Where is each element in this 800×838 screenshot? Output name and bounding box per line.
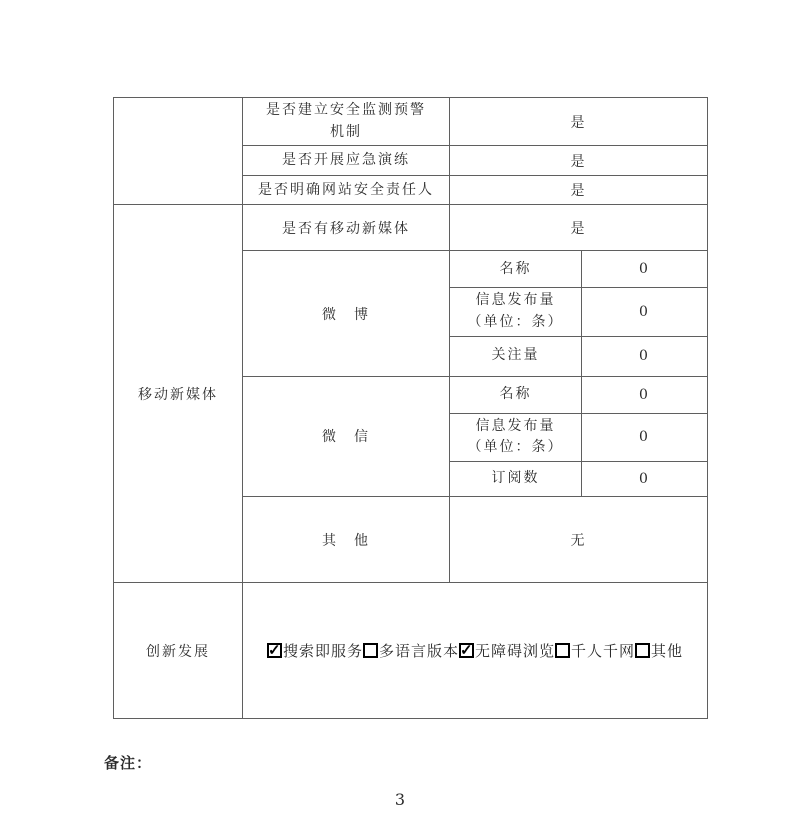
question-text: 是否开展应急演练 xyxy=(282,152,410,169)
security-section-cell xyxy=(114,98,243,205)
weibo-metric-name-label xyxy=(450,251,582,288)
weibo-metric-posts-value: 0 xyxy=(582,288,708,336)
innovation-option-label: 无障碍浏览 xyxy=(474,642,555,661)
table-row xyxy=(114,205,708,251)
innovation-option-label: 千人千网 xyxy=(571,642,636,661)
security-answer-2: 是 xyxy=(450,146,708,176)
mobile-media-question: 是否有移动新媒体 xyxy=(243,205,450,251)
checkbox-icon xyxy=(363,643,378,658)
wechat-metric-name-label xyxy=(450,376,582,413)
metric-label-line2: （单位：条） xyxy=(467,314,564,331)
security-question-1 xyxy=(243,98,450,146)
weibo-metric-followers-label xyxy=(450,336,582,376)
wechat-metric-subs-value: 0 xyxy=(582,462,708,497)
wechat-metric-subs-label xyxy=(450,462,582,497)
metric-label: 订阅数 xyxy=(491,470,540,487)
innovation-option xyxy=(555,642,635,660)
security-answer-1: 是 xyxy=(450,98,708,146)
innovation-option xyxy=(635,642,683,660)
metric-label: 信息发布量 xyxy=(475,417,556,434)
innovation-section-label: 创新发展 xyxy=(114,583,243,719)
innovation-option-label: 其他 xyxy=(651,642,684,661)
question-text: 是否明确网站安全责任人 xyxy=(258,181,434,198)
table-row xyxy=(114,98,708,146)
metric-label: 名称 xyxy=(499,260,532,277)
wechat-metric-posts-label xyxy=(450,413,582,461)
mobile-media-section-label: 移动新媒体 xyxy=(114,205,243,583)
security-question-3 xyxy=(243,176,450,205)
security-question-2 xyxy=(243,146,450,176)
innovation-option xyxy=(363,642,459,660)
wechat-metric-name-value: 0 xyxy=(582,376,708,413)
checkbox-icon xyxy=(459,643,474,658)
table-row xyxy=(114,583,708,719)
question-text-line2: 机制 xyxy=(330,123,362,140)
checkbox-icon xyxy=(555,643,570,658)
innovation-options-cell xyxy=(243,583,708,719)
annual-report-table xyxy=(113,97,708,719)
innovation-option xyxy=(459,642,555,660)
other-media-label: 其 他 xyxy=(243,497,450,583)
question-text: 是否建立安全监测预警 xyxy=(266,102,426,118)
weibo-metric-followers-value: 0 xyxy=(582,336,708,376)
remark-label: 备注： xyxy=(104,754,153,772)
innovation-option-label: 搜索即服务 xyxy=(282,642,363,661)
checkbox-icon xyxy=(635,643,650,658)
innovation-options xyxy=(267,642,683,660)
weibo-metric-posts-label xyxy=(450,288,582,336)
innovation-option xyxy=(267,642,363,660)
innovation-option-label: 多语言版本 xyxy=(378,642,459,661)
wechat-label: 微 信 xyxy=(243,376,450,496)
metric-label: 信息发布量 xyxy=(475,292,556,309)
metric-label-line2: （单位：条） xyxy=(467,439,564,456)
page-number: 3 xyxy=(394,790,406,809)
checkbox-icon xyxy=(267,643,282,658)
weibo-metric-name-value: 0 xyxy=(582,251,708,288)
other-media-value: 无 xyxy=(450,497,708,583)
security-answer-3: 是 xyxy=(450,176,708,205)
metric-label: 关注量 xyxy=(491,347,540,364)
metric-label: 名称 xyxy=(499,385,532,402)
weibo-label: 微 博 xyxy=(243,251,450,376)
mobile-media-answer: 是 xyxy=(450,205,708,251)
wechat-metric-posts-value: 0 xyxy=(582,413,708,461)
